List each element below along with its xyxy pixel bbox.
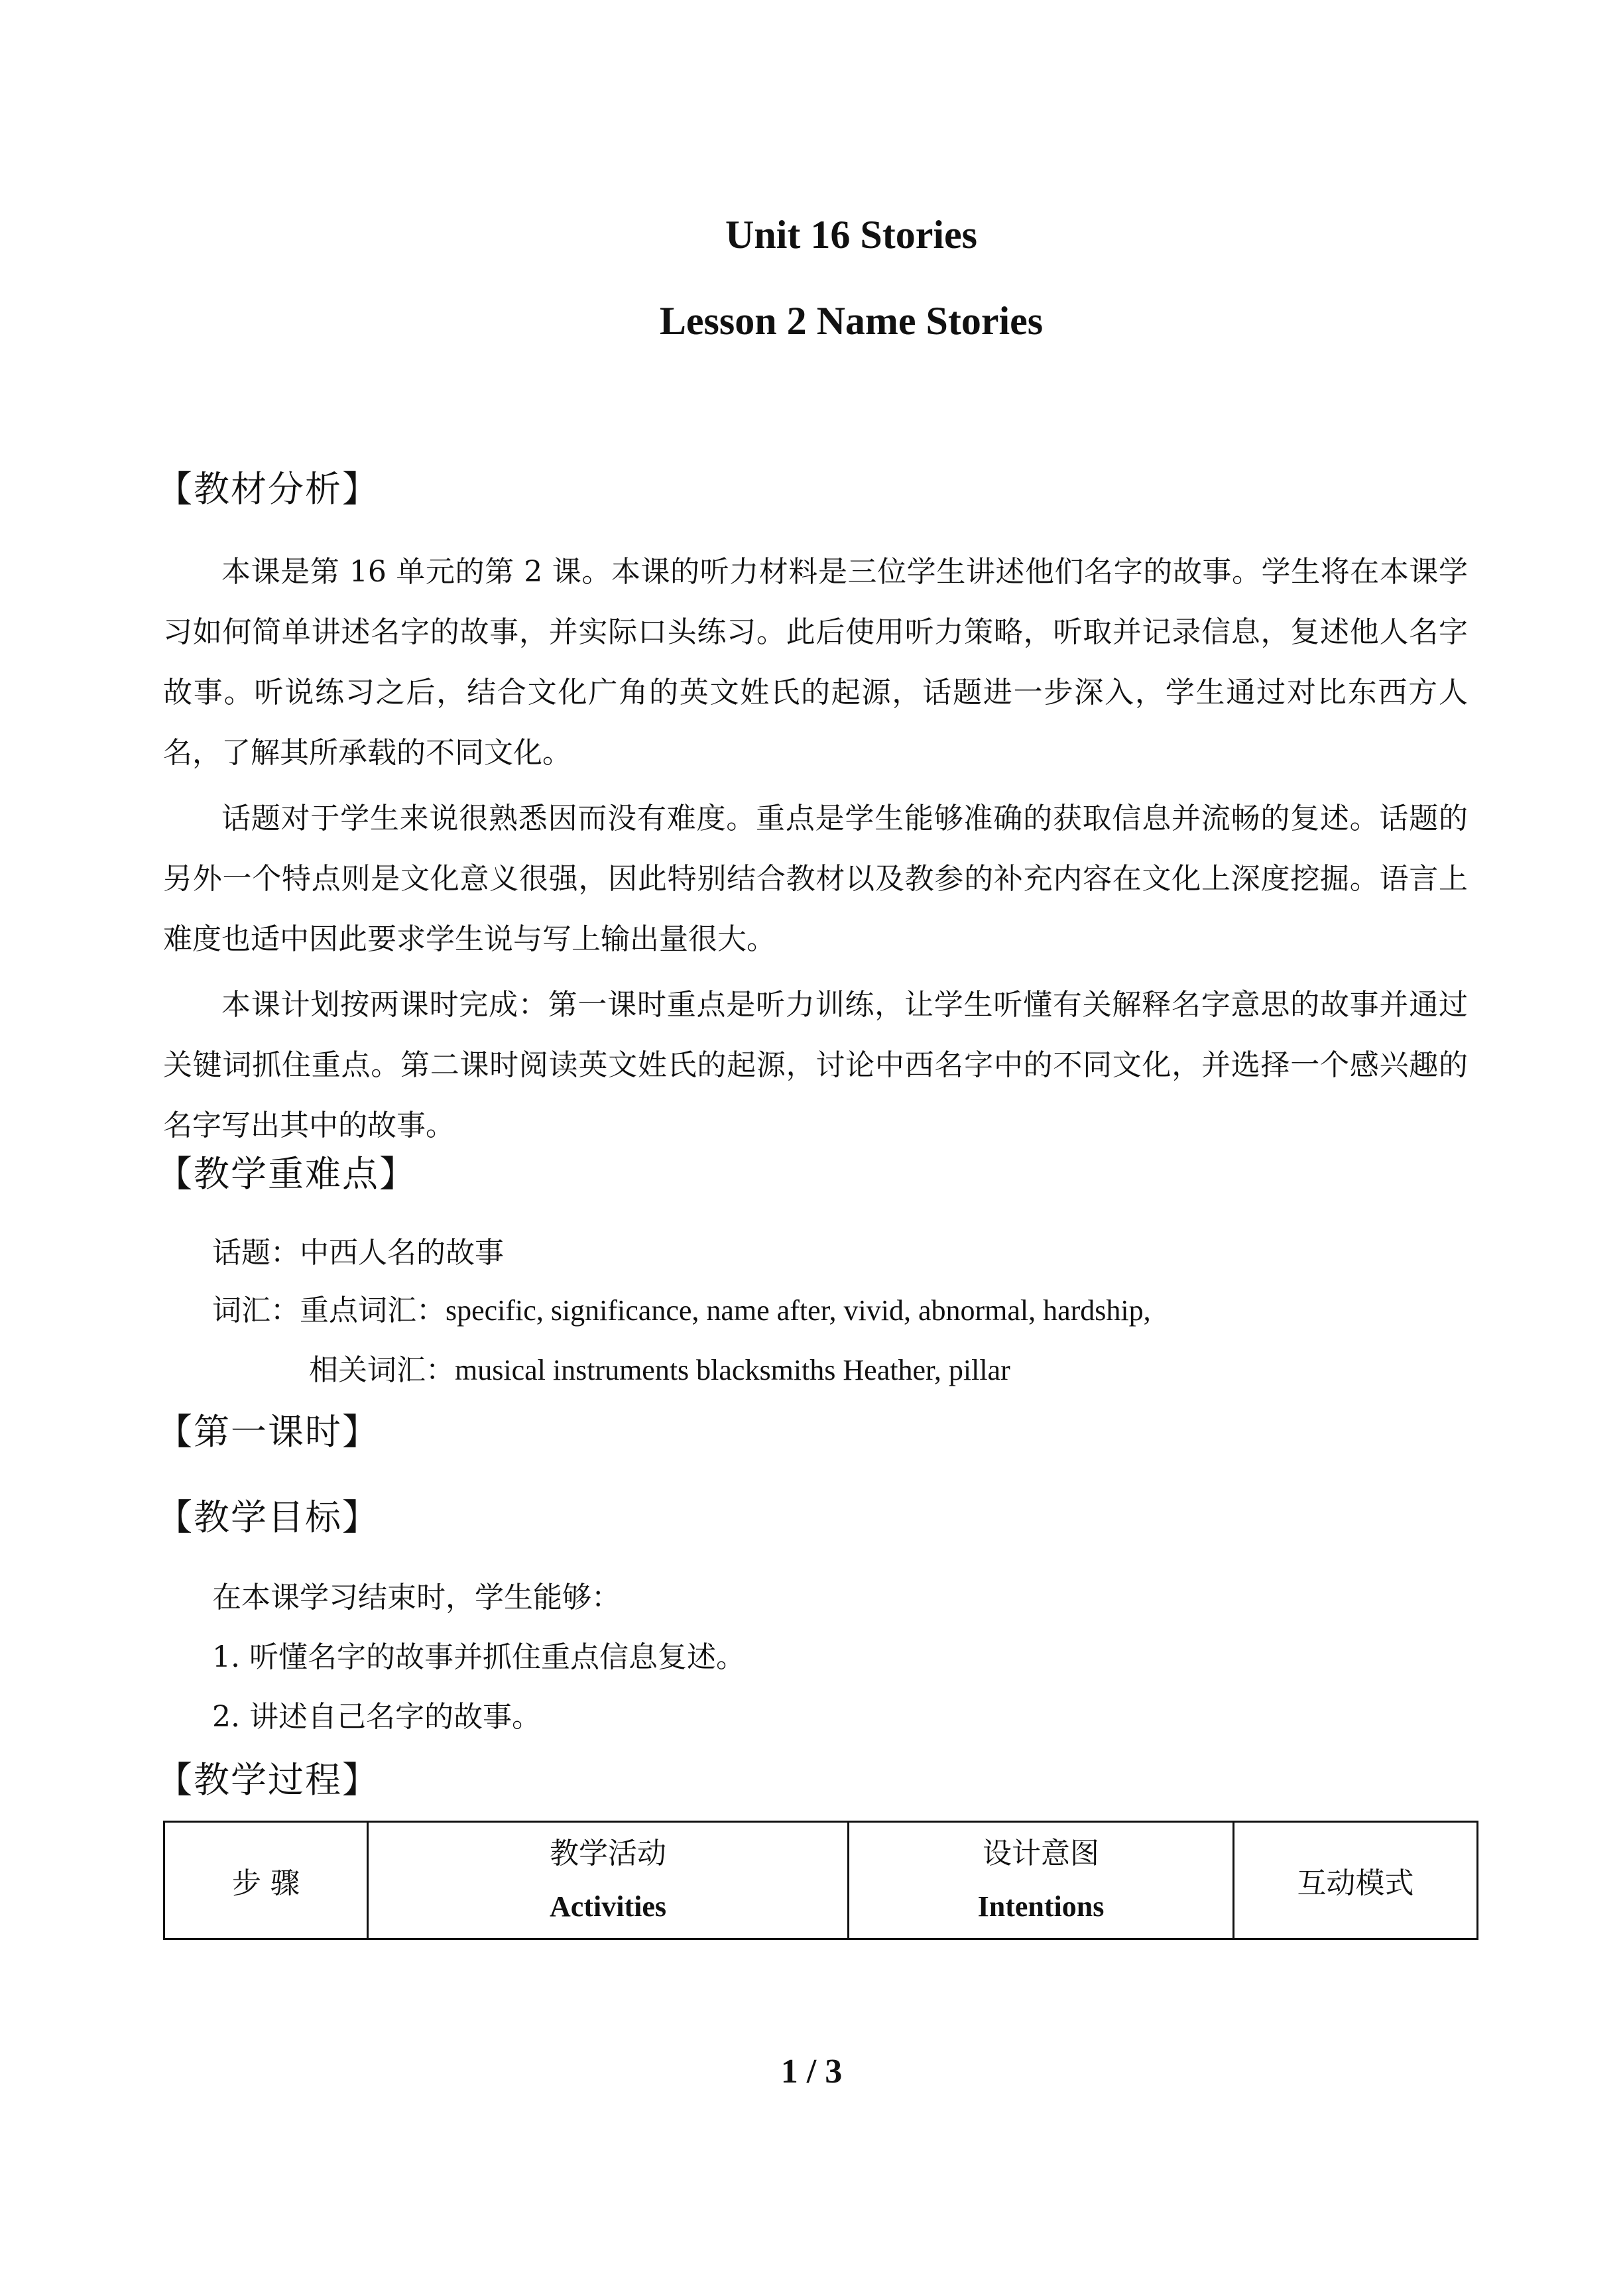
key-vocabulary-label: 词汇：重点词汇： bbox=[212, 1294, 446, 1327]
topic-line: 话题：中西人名的故事 bbox=[212, 1236, 504, 1270]
analysis-paragraph-3: 本课计划按两课时完成：第一课时重点是听力训练，让学生听懂有关解释名字意思的故事并通过关键词抓住重点。第二课时阅读英文姓氏的起源，讨论中西名字中的不同文化，并选择一个感兴趣的名字写出其中的故事。 bbox=[163, 988, 1468, 1142]
objective-item-2: 2. 讲述自己名字的故事。 bbox=[212, 1700, 541, 1734]
objectives-intro: 在本课学习结束时，学生能够： bbox=[212, 1581, 621, 1614]
objective-item-1: 1. 听懂名字的故事并抓住重点信息复述。 bbox=[212, 1640, 745, 1674]
heading-teaching-objectives: 【教学目标】 bbox=[156, 1496, 379, 1538]
heading-textbook-analysis: 【教材分析】 bbox=[156, 468, 379, 510]
key-vocabulary-line bbox=[212, 1286, 1151, 1329]
header-activities bbox=[368, 1822, 849, 1939]
header-step bbox=[164, 1822, 368, 1939]
unit-title: Unit 16 Stories bbox=[725, 213, 977, 257]
related-vocabulary-line bbox=[309, 1346, 1010, 1388]
key-vocabulary-words: specific, significance, name after, vivid, abnormal, hardship, bbox=[446, 1294, 1151, 1327]
header-interaction-mode bbox=[1234, 1822, 1478, 1939]
heading-key-difficult-points: 【教学重难点】 bbox=[156, 1153, 416, 1195]
header-activities-cn: 教学活动 bbox=[550, 1837, 666, 1870]
header-intentions-en: Intentions bbox=[977, 1890, 1105, 1923]
heading-teaching-process: 【教学过程】 bbox=[156, 1759, 379, 1801]
header-step-label: 步 骤 bbox=[232, 1866, 300, 1900]
header-intentions bbox=[849, 1822, 1234, 1939]
lesson-title: Lesson 2 Name Stories bbox=[659, 299, 1044, 343]
related-vocabulary-words: musical instruments blacksmiths Heather, pillar bbox=[455, 1354, 1010, 1386]
teaching-process-table bbox=[163, 1821, 1478, 1940]
page-number: 1 / 3 bbox=[780, 2053, 843, 2090]
analysis-paragraph-1: 本课是第 16 单元的第 2 课。本课的听力材料是三位学生讲述他们名字的故事。学生将在本课学习如何简单讲述名字的故事，并实际口头练习。此后使用听力策略，听取并记录信息，复述他人名字故事。听说练习之后，结合文化广角的英文姓氏的起源，话题进一步深入，学生通过对比东西方人名，了解其所承载的不同文化。 bbox=[163, 555, 1468, 770]
header-interaction-mode-label: 互动模式 bbox=[1297, 1866, 1414, 1900]
heading-first-period: 【第一课时】 bbox=[156, 1411, 379, 1453]
related-vocabulary-label: 相关词汇： bbox=[309, 1353, 455, 1387]
table-header-row bbox=[164, 1822, 1478, 1939]
header-activities-en: Activities bbox=[550, 1890, 666, 1923]
analysis-paragraph-2: 话题对于学生来说很熟悉因而没有难度。重点是学生能够准确的获取信息并流畅的复述。话题的另外一个特点则是文化意义很强，因此特别结合教材以及教参的补充内容在文化上深度挖掘。语言上难度也适中因此要求学生说与写上输出量很大。 bbox=[163, 802, 1468, 956]
header-intentions-cn: 设计意图 bbox=[983, 1837, 1099, 1870]
